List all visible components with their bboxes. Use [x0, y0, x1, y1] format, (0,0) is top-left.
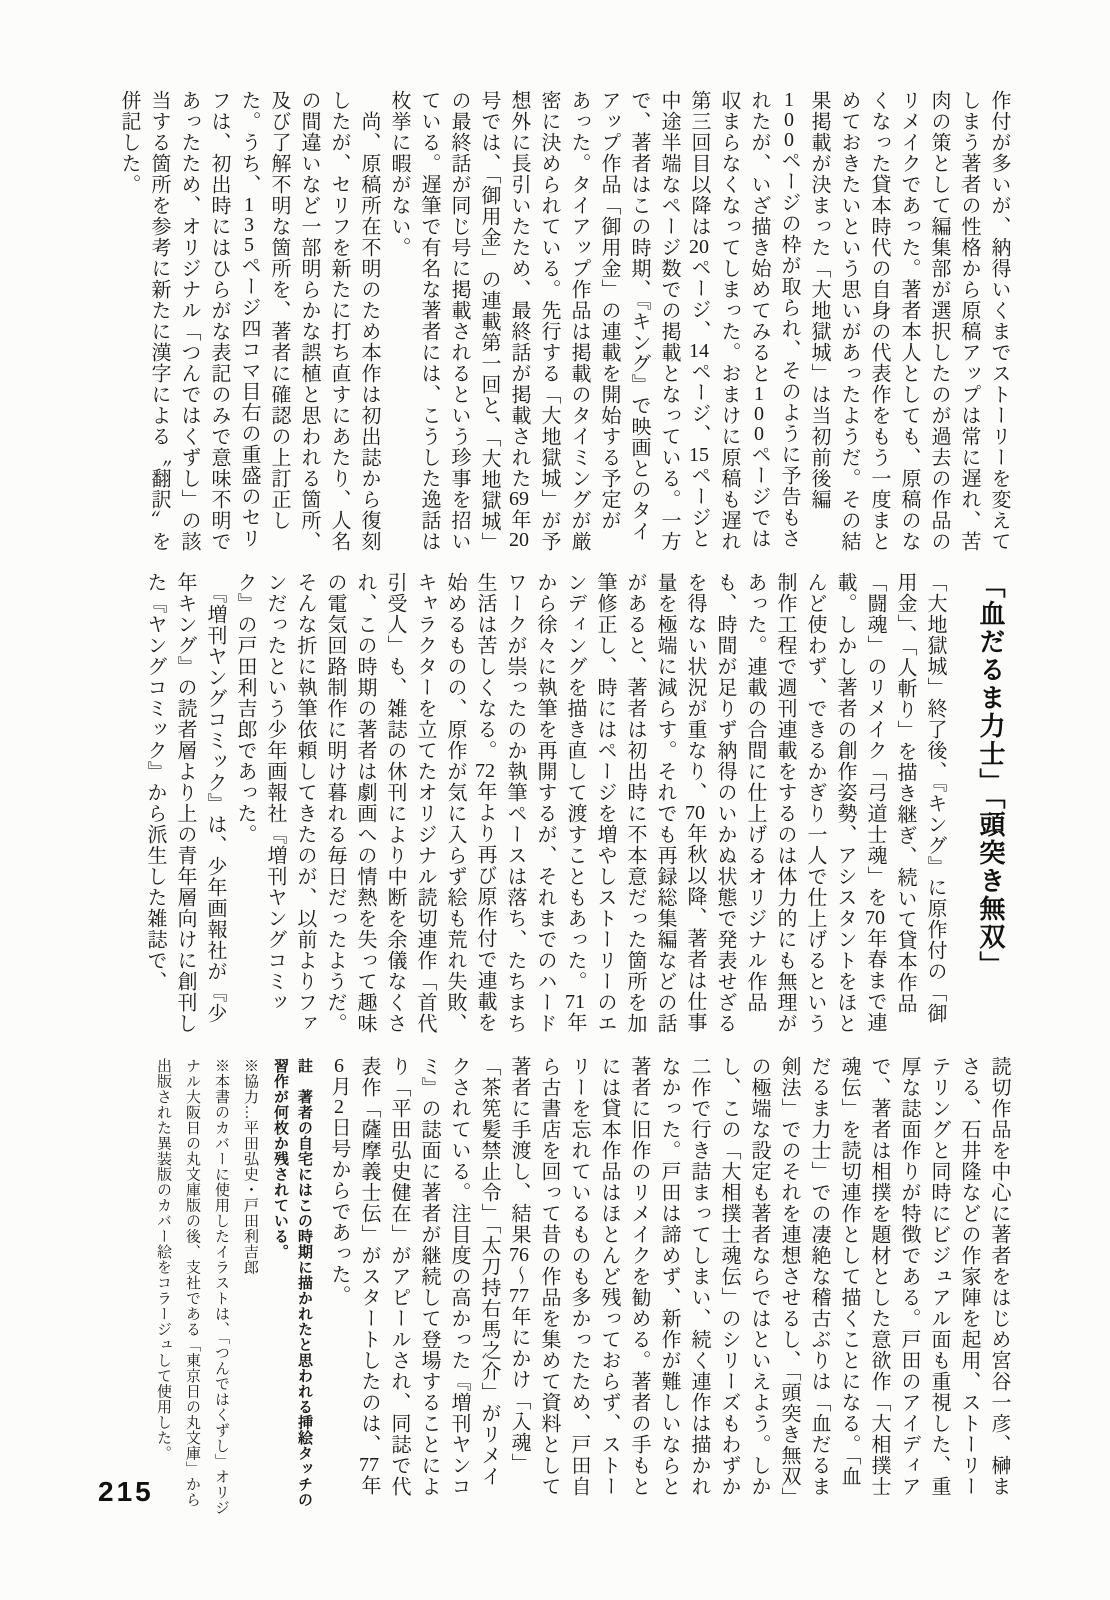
inline-number: 6	[334, 1056, 344, 1076]
inline-number: 15	[689, 445, 709, 465]
inline-number: 0	[754, 404, 764, 424]
inline-number: 0	[784, 110, 794, 130]
footnote: ※本書のカバーに使用したイラストは、「つんではくずし」オリジナル大阪日の丸文庫版の後、支社である「東京日の丸文庫」から出版された異装版のカバー絵をコラージュして使用した。	[155, 1058, 229, 1516]
footnote: ※協力…平田弘史・戸田利吉郎	[242, 1058, 258, 1275]
paragraph: 作付が多いが、納得いくまでストーリーを変えてしまう著者の性格から原稿アップは常に遅れ、苦肉の策として編集部が選択したのが過去の作品のリメイクであった。著者本人としても、原稿のなくなった貸本時代の自身の代表作をもう一度まとめておきたいという思いがあったようだ。その結果掲載が決まった「大地獄城」は当初前後編100ページの枠が取られ、そのように予告もされたが、いざ描き始めてみると100ページでは収まらなくなってしまった。おまけに原稿も遅れ第三回目以降は20ページ、14ページ、15ページと中途半端なページ数での掲載となっている。一方で、著者はこの時期、『キング』で映画とのタイアップ作品「御用金」の連載を開始する予定があった。タイアップ作品は掲載のタイミングが厳密に決められている。先行する「大地獄城」が予想外に長引いたため、最終話が掲載された69年20号では、「御用金」の連載第一回と、「大地獄城」の最終話が同じ号に掲載されるという珍事を招いている。遅筆で有名な著者には、こうした逸話は枚挙に暇がない。	[388, 90, 1010, 552]
inline-number: 20	[509, 530, 529, 550]
text-block-chapter	[100, 572, 1014, 1034]
inline-number: 70	[865, 908, 885, 928]
inline-number: 1	[754, 384, 764, 404]
text-block-continuation	[318, 1056, 1014, 1504]
paragraph: 読切作品を中心に著者をはじめ宮谷一彦、榊まさる、石井隆などの作家陣を起用、ストーリーテリングと同時にビジュアル面も重視した、重厚な誌面作りが特徴である。戸田のアイディアで、著者は相撲を題材とした意欲作「大相撲士魂伝」を読切連作として描くことになる。「血だるま力士」での凄絶な稽古ぶりは「血だるま剣法」でのそれを連想させるし、「頭突き無双」の極端な設定も著者ならではといえよう。しかし、この「大相撲士魂伝」のシリーズもわずか二作で行き詰まってしまい、続く連作は描かれなかった。戸田は諦めず、新作が難しいならと著者に旧作のリメイクを勧める。著者の手もとには貸本作品はほとんど残っておらず、ストーリーを忘れているものも多かったため、戸田自ら古書店を回って昔の作品を集めて資料として著者に手渡し、結果76～77年にかけ「入魂」「茶筅髪禁止令」「太刀持右馬之介」がリメイクされている。注目度の高かった『増刊ヤンコミ』の誌面に著者が継続して登場することにより「平田弘史健在」がアピールされ、同誌で代表作「薩摩義士伝」がスタートしたのは、77年6月2日号からであった。	[328, 1056, 1010, 1498]
inline-number: 14	[689, 341, 709, 361]
inline-number: 20	[689, 237, 709, 257]
inline-number: 77	[509, 1286, 529, 1306]
text-block-intro	[100, 90, 1014, 552]
inline-number: 0	[784, 130, 794, 150]
inline-number: 1	[244, 195, 254, 215]
inline-number: 77	[359, 1455, 379, 1475]
inline-number: 1	[784, 90, 794, 110]
paragraph: 尚、原稿所在不明のため本作は初出誌から復刻したが、セリフを新たに打ち直すにあたり、人名の間違いなど一部明らかな誤植と思われる箇所、及び了解不明な箇所を、著者に確認の上訂正した。うち、135ページ四コマ目右の重盛のセリフは、初出時にはひらがな表記のみで意味不明であったため、オリジナル「つんではくずし」の該当する箇所を参考に新たに漢字による〝翻訳〟を併記した。	[118, 90, 380, 552]
inline-number: 5	[244, 235, 254, 255]
inline-number: 2	[334, 1097, 344, 1117]
inline-number: 76	[509, 1245, 529, 1265]
inline-number: 72	[475, 761, 495, 781]
paragraph: 「大地獄城」終了後、『キング』に原作付の「御用金」、「人斬り」を描き継ぎ、続いて貸本作品「闘魂」のリメイク「弓道士魂」を70年春まで連載。しかし著者の創作姿勢、アシスタントをほとんど使わず、できるかぎり一人で仕上げるという制作工程で週刊連載をするのは体力的にも無理があった。連載の合間に仕上げるオリジナル作品も、時間が足りず納得のいかぬ状態で発表せざるを得ない状況が重なり、70年秋以降、著者は仕事量を極端に減らす。それでも再録総集編などの話があると、著者は初出時に不本意だった箇所を加筆修正し、時にはページを増やしストーリーのエンディングを描き直して渡すこともあった。71年から徐々に執筆を再開するが、それまでのハードワークが祟ったのか執筆ペースは落ち、たちまち生活は苦しくなる。72年より再び原作付で連載を始めるものの、原作が気に入らず絵も荒れ失敗、キャラクターを立てたオリジナル読切連作「首代引受人」も、雑誌の休刊により中断を余儀なくされ、この時期の著者は劇画への情熱を失って趣味の電気回路制作に明け暮れる毎日だったようだ。そんな折に執筆依頼してきたのが、以前よりファンだったという少年画報社『増刊ヤングコミック』の戸田利吉郎であった。	[234, 572, 946, 1034]
inline-number: 0	[754, 424, 764, 444]
page-number: 215	[98, 1476, 154, 1507]
inline-number: 3	[244, 215, 254, 235]
section-heading: 「血だるま力士」「頭突き無双」	[976, 572, 1006, 979]
inline-number: 69	[509, 489, 529, 509]
inline-number: 70	[685, 803, 705, 823]
paragraph: 『増刊ヤングコミック』は、少年画報社が『少年キング』の読者層より上の青年層向けに創刊した『ヤングコミック』から派生した雑誌で、	[144, 572, 226, 1034]
notes-block	[100, 1058, 316, 1518]
inline-number: 71	[565, 992, 585, 1012]
footnote: 註 著者の自宅にはこの時期に描かれたと思われる挿絵タッチの習作が何枚か残されている。	[272, 1058, 313, 1508]
